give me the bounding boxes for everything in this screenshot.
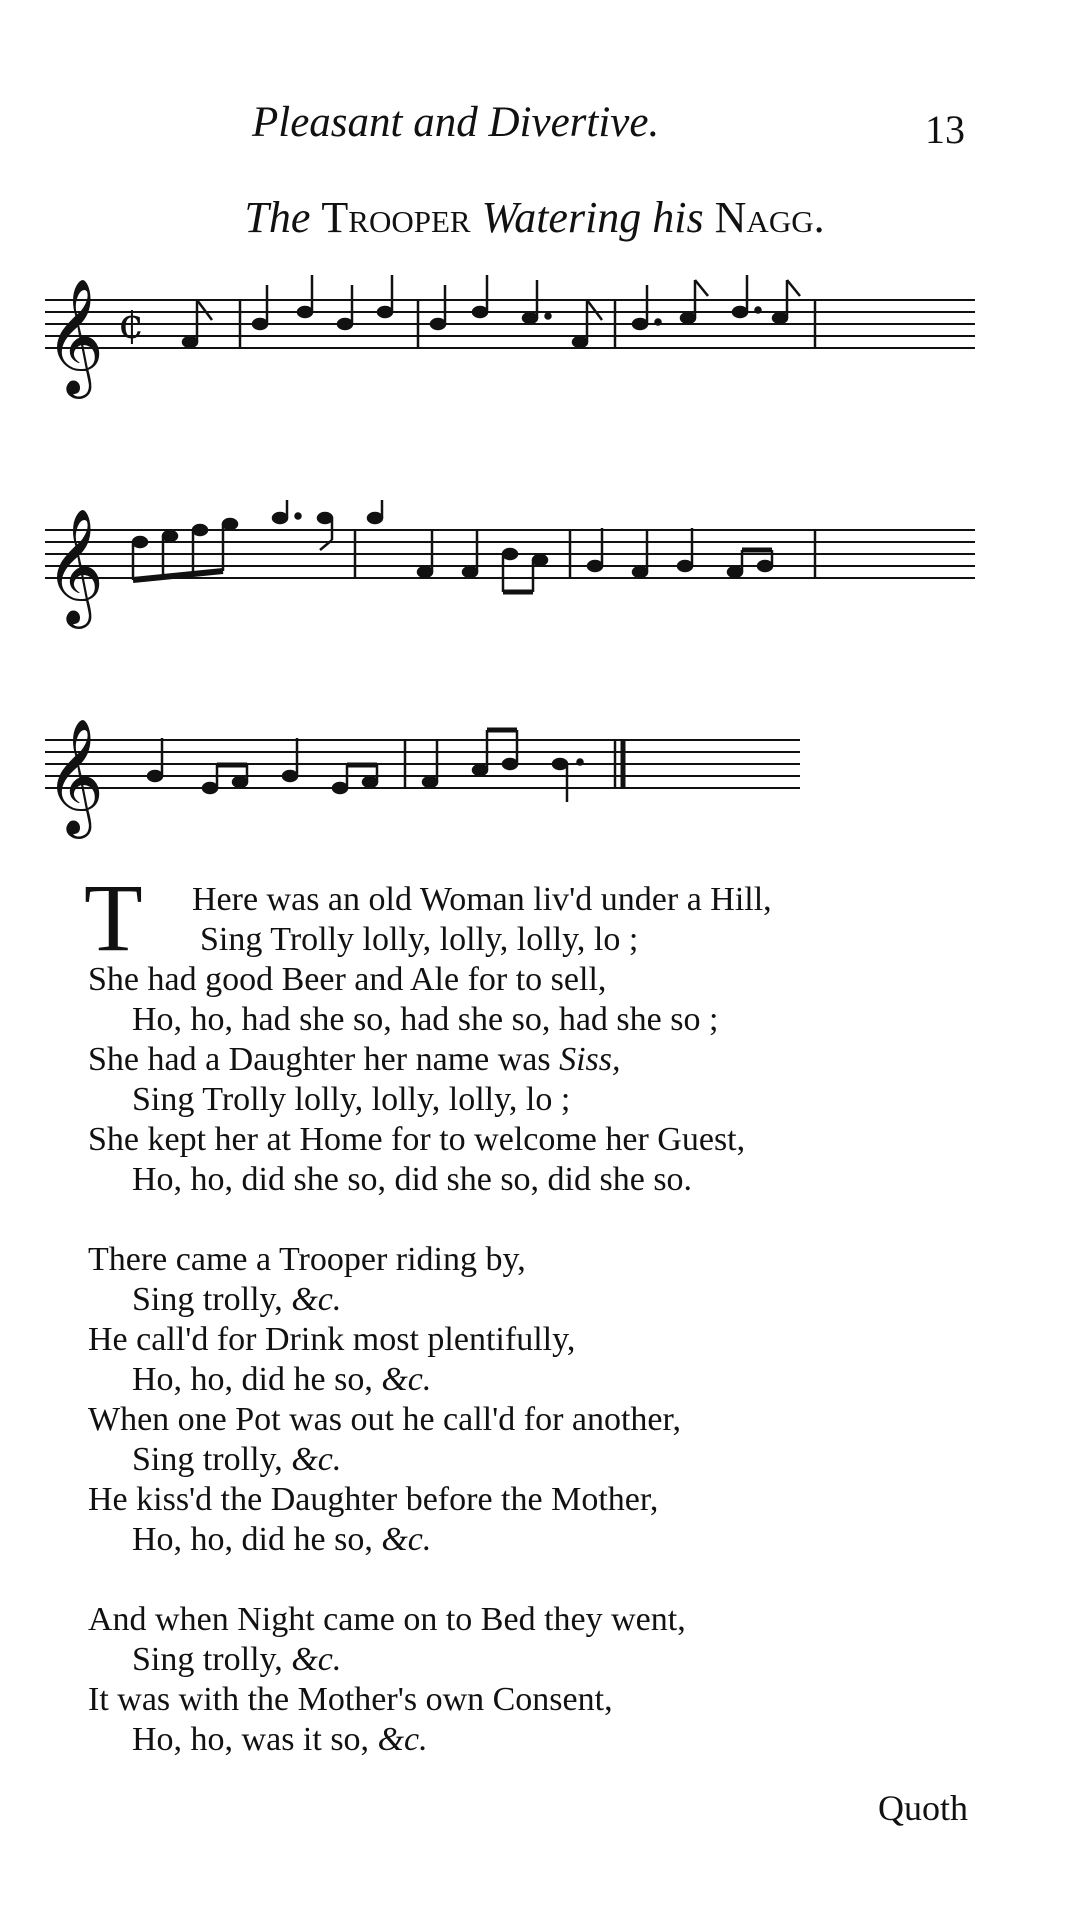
lyric-line: Sing Trolly lolly, lolly, lolly, lo ;: [200, 921, 639, 958]
lyric-line: [88, 1520, 988, 1560]
etc-mark: &c.: [377, 1721, 428, 1758]
lyric-line: [88, 1440, 988, 1480]
song-lyrics: [84, 864, 988, 1800]
etc-mark: &c.: [291, 1281, 342, 1318]
stanza-2: [88, 1240, 988, 1560]
lyric-text: Sing trolly,: [132, 1641, 292, 1678]
svg-text:𝄞: 𝄞: [45, 507, 105, 624]
treble-clef-icon: [45, 507, 104, 629]
etc-mark: &c.: [381, 1361, 432, 1398]
lyric-line: [88, 1360, 988, 1400]
title-trooper: Trooper: [321, 193, 471, 242]
catchword: Quoth: [878, 1788, 968, 1828]
music-staff-1: [40, 270, 990, 430]
lyric-line: Sing Trolly lolly, lolly, lolly, lo ;: [132, 1081, 571, 1118]
music-staff-2: [40, 500, 990, 660]
lyric-line: And when Night came on to Bed they went,: [88, 1601, 686, 1638]
drop-cap: T: [84, 864, 143, 971]
lyric-line: [88, 1280, 988, 1320]
lyric-name: Siss,: [559, 1041, 621, 1078]
lyric-line: [88, 1040, 988, 1080]
cut-time-icon: [118, 299, 145, 348]
title-nagg: Nagg.: [714, 193, 825, 242]
lyric-line: It was with the Mother's own Consent,: [88, 1681, 613, 1718]
lyric-line: [88, 1640, 988, 1680]
svg-text:𝄞: 𝄞: [45, 717, 105, 834]
title-watering-his: Watering his: [481, 193, 704, 242]
running-title: Pleasant and Divertive.: [252, 99, 660, 146]
lyric-line: He call'd for Drink most plentifully,: [88, 1321, 576, 1358]
running-header: [0, 98, 1069, 158]
etc-mark: &c.: [291, 1641, 342, 1678]
title-the: The: [244, 193, 311, 242]
lyric-line: There came a Trooper riding by,: [88, 1241, 526, 1278]
lyric-line: Ho, ho, did she so, did she so, did she so.: [132, 1161, 693, 1198]
lyric-text: Sing trolly,: [132, 1281, 292, 1318]
lyric-text: She had a Daughter her name was: [88, 1041, 560, 1078]
stanza-1: [84, 864, 988, 1200]
etc-mark: &c.: [291, 1441, 342, 1478]
song-title: [0, 192, 1069, 243]
lyric-line: He kiss'd the Daughter before the Mother,: [88, 1481, 659, 1518]
lyric-line: Ho, ho, had she so, had she so, had she so ;: [132, 1001, 719, 1038]
svg-text:¢: ¢: [118, 299, 145, 348]
treble-clef-icon: [45, 277, 104, 399]
stanza-3: [88, 1600, 988, 1760]
lyric-line: When one Pot was out he call'd for another,: [88, 1401, 681, 1438]
music-staff-3: [40, 710, 990, 870]
lyric-line: [88, 1720, 988, 1760]
etc-mark: &c.: [381, 1521, 432, 1558]
page-number: 13: [925, 107, 965, 152]
lyric-text: Ho, ho, was it so,: [132, 1721, 378, 1758]
treble-clef-icon: [45, 717, 104, 839]
lyric-text: Ho, ho, did he so,: [132, 1521, 382, 1558]
svg-text:𝄞: 𝄞: [45, 277, 105, 394]
lyric-text: Sing trolly,: [132, 1441, 292, 1478]
lyric-line: She kept her at Home for to welcome her Guest,: [88, 1121, 746, 1158]
lyric-text: Ho, ho, did he so,: [132, 1361, 382, 1398]
lyric-line: She had good Beer and Ale for to sell,: [88, 961, 607, 998]
lyric-text: Here was an old Woman liv'd under a Hill,: [192, 881, 772, 918]
